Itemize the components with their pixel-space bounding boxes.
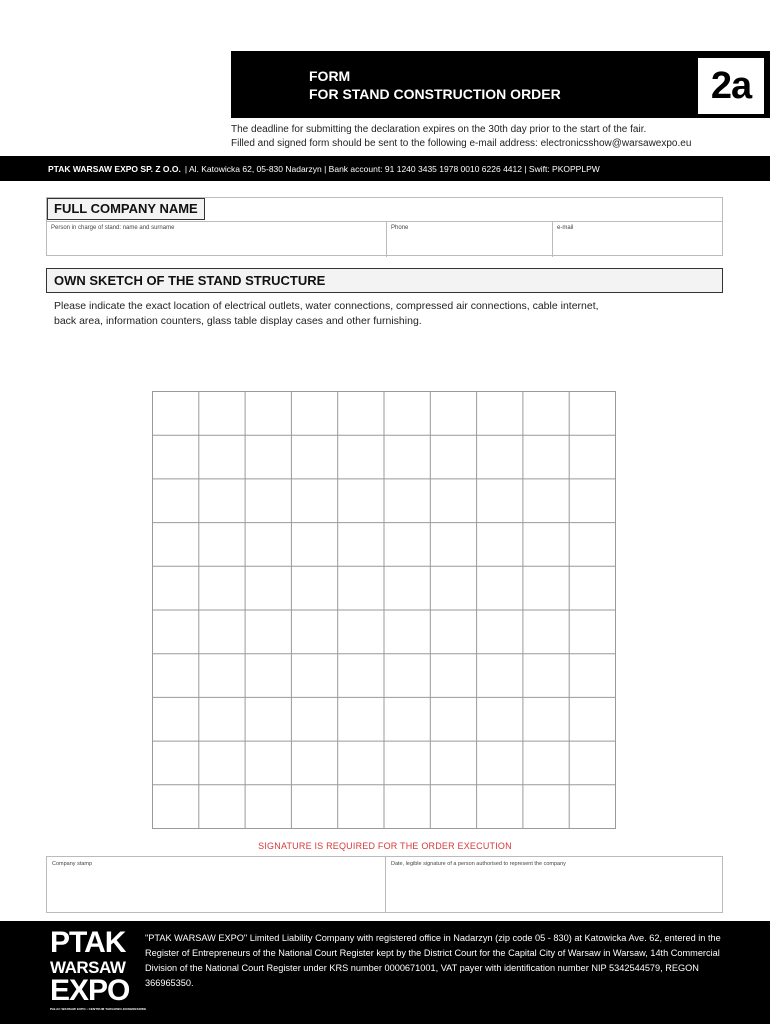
logo-line1: PTAK [50,926,126,959]
form-title-line1: FORM [309,68,351,84]
email-label: e-mail [557,225,574,231]
logo-line2: WARSAW [50,958,126,977]
phone-field[interactable] [386,222,552,257]
signature-label: Date, legible signature of a person authorised to represent the company [391,861,566,867]
contact-row [47,221,722,257]
person-in-charge-label: Person in charge of stand: name and surname [51,225,175,231]
form-header [231,51,770,118]
deadline-line2: Filled and signed form should be sent to the following e-mail address: electronicsshow@warsawexpo.eu [231,138,692,149]
deadline-notice [231,123,766,151]
company-name-section [46,197,723,256]
sketch-instructions-line1: Please indicate the exact location of electrical outlets, water connections, compressed air connections, cable internet, [54,300,599,312]
company-bar-details: | Al. Katowicka 62, 05-830 Nadarzyn | Bank account: 91 1240 3435 1978 0010 6226 4412 | Swift: PKOPPLPW [184,163,600,174]
footer [0,921,770,1024]
sketch-section-title: OWN SKETCH OF THE STAND STRUCTURE [46,268,723,293]
sketch-grid[interactable] [152,391,616,829]
logo-line3: EXPO [50,974,130,1007]
company-stamp-label: Company stamp [52,861,93,867]
deadline-line1: The deadline for submitting the declaration expires on the 30th day prior to the start of the fair. [231,124,647,135]
sketch-instructions-line2: back area, information counters, glass table display cases and other furnishing. [54,315,422,327]
logo-tagline: PAŁAC WARSAW EXPO • CENTRUM TARGOWO-KONGRESOWE [50,1007,147,1011]
ptak-warsaw-expo-logo [50,928,146,1011]
footer-legal-text: "PTAK WARSAW EXPO" Limited Liability Company with registered office in Nadarzyn (zip code 05 - 830) at Katowicka Ave. 62, entered in the Register of Entrepreneurs of the National Court Register kept by the District Court for the Capital City of Warsaw in Warsaw, 14th Commercial Division of the National Court Register under KRS number 0000671001, VAT payer with identification number NIP 5342544579, REGON 366965350. [145,933,721,988]
signature-required-note: SIGNATURE IS REQUIRED FOR THE ORDER EXECUTION [258,841,512,851]
form-title-line2: FOR STAND CONSTRUCTION ORDER [309,86,561,102]
company-stamp-field[interactable] [47,857,385,912]
email-field[interactable] [552,222,722,257]
company-info-bar [0,156,770,181]
signature-field[interactable] [385,857,722,912]
person-in-charge-field[interactable] [47,222,386,257]
form-title [309,67,561,103]
sketch-instructions [54,299,724,329]
signature-section [46,856,723,913]
form-number-badge: 2a [698,58,764,114]
phone-label: Phone [391,225,409,231]
company-name-title: FULL COMPANY NAME [47,198,205,220]
company-bar-name: PTAK WARSAW EXPO SP. Z O.O. [48,163,181,174]
